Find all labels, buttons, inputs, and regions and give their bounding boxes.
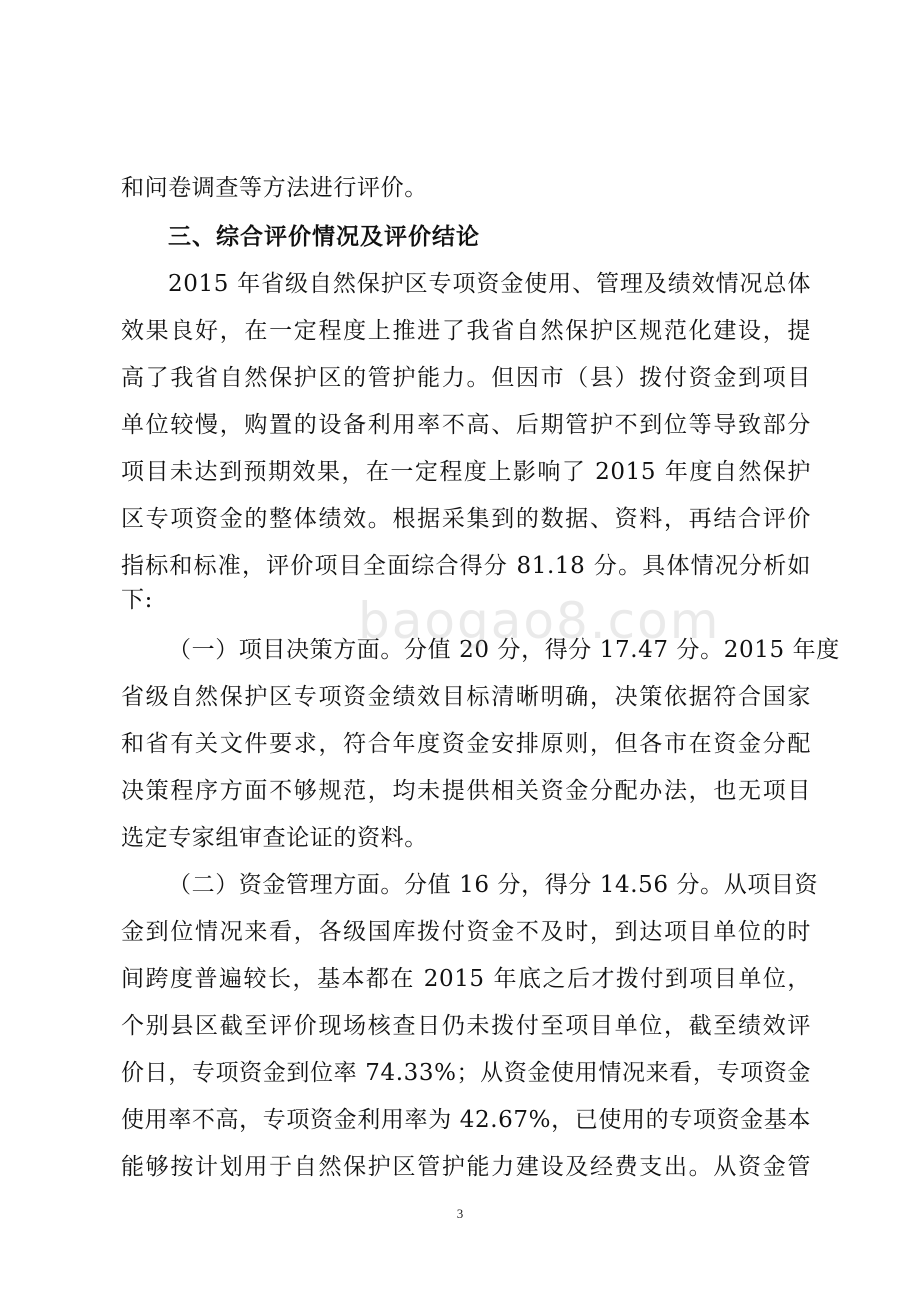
paragraph-line: 指标和标准，评价项目全面综合得分 81.18 分。具体情况分析如 [121,553,811,579]
paragraph-line: （一）项目决策方面。分值 20 分，得分 17.47 分。2015 年度 [168,637,840,663]
paragraph-line: 省级自然保护区专项资金绩效目标清晰明确，决策依据符合国家 [121,684,811,710]
body-line: 和问卷调查等方法进行评价。 [121,175,428,201]
paragraph-line: 效果良好，在一定程度上推进了我省自然保护区规范化建设，提 [121,318,811,344]
paragraph-line: 间跨度普遍较长，基本都在 2015 年底之后才拨付到项目单位， [121,966,811,992]
paragraph-line: 个别县区截至评价现场核查日仍未拨付至项目单位，截至绩效评 [121,1013,811,1039]
paragraph-line: 能够按计划用于自然保护区管护能力建设及经费支出。从资金管 [121,1154,811,1180]
paragraph-line: 单位较慢，购置的设备利用率不高、后期管护不到位等导致部分 [121,412,811,438]
paragraph-line: 区专项资金的整体绩效。根据采集到的数据、资料，再结合评价 [121,506,811,532]
paragraph-line: 和省有关文件要求，符合年度资金安排原则，但各市在资金分配 [121,731,811,757]
page-number: 3 [456,1206,464,1221]
paragraph-line: 高了我省自然保护区的管护能力。但因市（县）拨付资金到项目 [121,365,811,391]
section-heading: 三、综合评价情况及评价结论 [168,223,480,250]
paragraph-line: 项目未达到预期效果，在一定程度上影响了 2015 年度自然保护 [121,459,811,485]
paragraph-line: （二）资金管理方面。分值 16 分，得分 14.56 分。从项目资 [168,872,819,898]
paragraph-line: 选定专家组审查论证的资料。 [121,825,428,851]
watermark: baogao8.com [358,592,721,650]
paragraph-line: 2015 年省级自然保护区专项资金使用、管理及绩效情况总体 [168,271,811,297]
paragraph-line: 使用率不高，专项资金利用率为 42.67%，已使用的专项资金基本 [121,1107,811,1133]
paragraph-line: 决策程序方面不够规范，均未提供相关资金分配办法，也无项目 [121,778,811,804]
paragraph-line: 价日，专项资金到位率 74.33%；从资金使用情况来看，专项资金 [121,1060,811,1086]
paragraph-line: 下: [121,587,153,613]
paragraph-line: 金到位情况来看，各级国库拨付资金不及时，到达项目单位的时 [121,919,811,945]
